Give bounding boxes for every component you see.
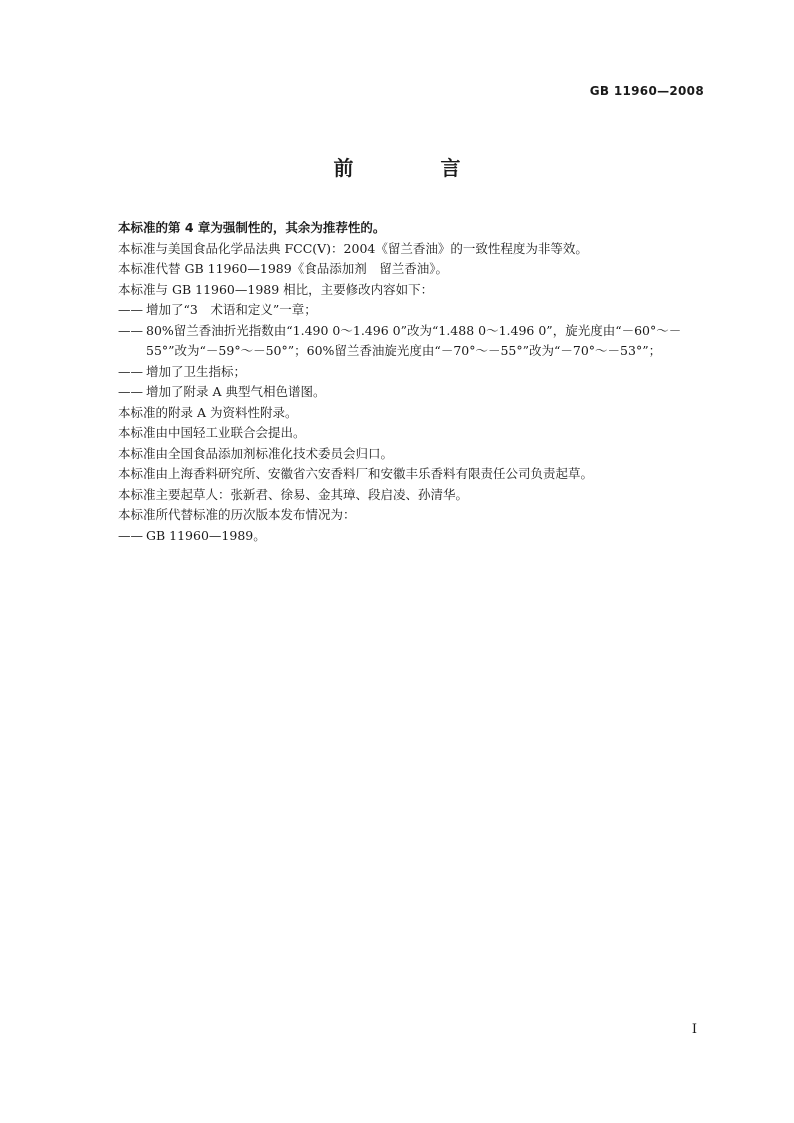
change-item-text: 增加了“3 术语和定义”一章；: [146, 302, 317, 317]
mandatory-clause-statement: 本标准的第 4 章为强制性的，其余为推荐性的。: [118, 220, 386, 235]
change-item: [118, 362, 708, 383]
proposer-statement: 本标准由中国轻工业联合会提出。: [118, 425, 306, 440]
page-title: 前 言: [333, 156, 501, 180]
dash-marker: ——: [118, 384, 143, 399]
previous-edition-item: [118, 526, 708, 547]
change-item: [118, 300, 708, 321]
changes-intro: 本标准与 GB 11960—1989 相比，主要修改内容如下：: [118, 281, 434, 297]
dash-marker: ——: [118, 322, 143, 338]
replacement-statement: 本标准代替 GB 11960—1989《食品添加剂 留兰香油》。: [118, 261, 448, 276]
drafting-organizations: 本标准由上海香料研究所、安徽省六安香料厂和安徽丰乐香料有限责任公司负责起草。: [118, 466, 594, 481]
dash-marker: ——: [118, 527, 143, 543]
dash-marker: ——: [118, 363, 143, 379]
previous-editions-intro: 本标准所代替标准的历次版本发布情况为：: [118, 507, 356, 522]
appendix-statement: 本标准的附录 A 为资料性附录。: [118, 404, 298, 420]
change-item-text: 增加了附录 A 典型气相色谱图。: [146, 384, 326, 399]
main-drafters: 本标准主要起草人：张新君、徐易、金其璋、段启凌、孙清华。: [118, 486, 469, 502]
change-item-text: 增加了卫生指标；: [146, 363, 247, 379]
consistency-statement: 本标准与美国食品化学品法典 FCC(Ⅴ)：2004《留兰香油》的一致性程度为非等效。: [118, 240, 588, 256]
dash-marker: ——: [118, 302, 143, 317]
page-number: Ⅰ: [691, 1022, 697, 1037]
foreword-body: [118, 218, 708, 546]
change-item: [118, 321, 708, 362]
change-item: [118, 382, 708, 403]
standard-number: GB 11960—2008: [589, 84, 704, 98]
change-item-text: 80%留兰香油折光指数由“1.490 0～1.496 0”改为“1.488 0～1.496 0”，旋光度由“－60°～－55°”改为“－59°～－50°”；60%留兰香油旋光度由“－70°～－55°”改为“－70°～－53°”；: [146, 322, 682, 358]
centralized-by-statement: 本标准由全国食品添加剂标准化技术委员会归口。: [118, 445, 394, 461]
previous-edition-text: GB 11960—1989。: [146, 527, 266, 543]
